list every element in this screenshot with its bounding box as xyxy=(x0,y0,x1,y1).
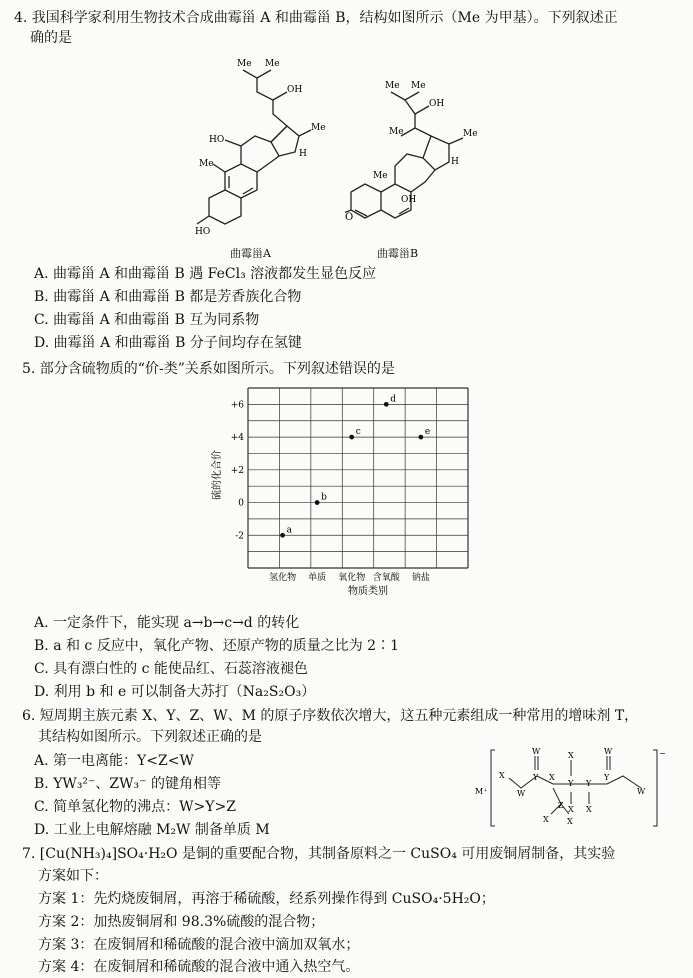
chart-point-label-a: a xyxy=(286,525,292,536)
chart-x-tick-label: 单质 xyxy=(308,573,327,583)
mol-a-me-top2: Me xyxy=(265,59,280,69)
struct-x4: X xyxy=(568,805,574,814)
mol-b-me-top: Me xyxy=(385,81,400,91)
q7-plan-2: 方案 2：加热废铜屑和 98.3%硫酸的混合物； xyxy=(38,914,325,930)
q6-stem-line1: 6. 短周期主族元素 X、Y、Z、W、M 的原子序数依次增大，这五种元素组成一种常用的增味剂 T， xyxy=(22,708,639,724)
chart-point-a xyxy=(280,533,285,538)
struct-charge: − xyxy=(659,749,666,758)
caption-molecule-b: 曲霉甾B xyxy=(377,247,419,260)
q6-option-b: B. YW₃²⁻、ZW₃⁻ 的键角相等 xyxy=(34,776,222,792)
chart-y-tick-label: +2 xyxy=(230,465,244,476)
q6-option-a: A. 第一电离能：Y<Z<W xyxy=(34,753,194,769)
q5-option-d: D. 利用 b 和 e 可以制备大苏打（Na₂S₂O₃） xyxy=(34,684,316,700)
q7-stem-line1: 7. [Cu(NH₃)₄]SO₄·H₂O 是铜的重要配合物，其制备原料之一 CuSO₄ 可用废铜屑制备，其实验 xyxy=(22,846,616,862)
chart-y-tick-label: -2 xyxy=(235,531,244,542)
chart-point-c xyxy=(349,435,354,440)
q7-stem-line2: 方案如下： xyxy=(38,868,108,884)
q5-option-c: C. 具有漂白性的 c 能使品红、石蕊溶液褪色 xyxy=(34,661,308,677)
mol-a-ho: HO xyxy=(209,135,225,145)
chart-point-label-d: d xyxy=(390,394,397,405)
chart-y-tick-label: 0 xyxy=(238,498,244,509)
mol-b-me-chain: Me xyxy=(389,127,404,137)
q4-option-c: C. 曲霉甾 A 和曲霉甾 B 互为同系物 xyxy=(34,312,260,328)
q7-plan-4: 方案 4：在废铜屑和稀硫酸的混合液中通入热空气。 xyxy=(38,959,360,975)
chart-point-d xyxy=(384,402,389,407)
molecule-b-structure xyxy=(345,74,495,239)
q4-stem-line2: 确的是 xyxy=(30,30,72,46)
mol-a-ho-bottom: HO xyxy=(195,227,211,237)
struct-y3: Y xyxy=(586,779,592,788)
chart-y-tick-label: +6 xyxy=(230,400,244,411)
q6-option-c: C. 简单氢化物的沸点：W>Y>Z xyxy=(34,799,236,815)
molecule-a-structure xyxy=(195,56,345,241)
valence-category-chart xyxy=(210,382,475,607)
struct-w4: W xyxy=(637,787,646,796)
mol-b-me-right: Me xyxy=(463,129,478,139)
struct-y1: Y xyxy=(533,773,539,782)
struct-x2: X xyxy=(549,773,555,782)
mol-b-oh: OH xyxy=(429,99,445,109)
chart-x-tick-label: 氧化物 xyxy=(338,573,366,583)
struct-m: M⁺ xyxy=(475,787,488,796)
chart-point-label-c: c xyxy=(355,427,361,438)
chart-point-e xyxy=(418,435,423,440)
struct-x1: X xyxy=(499,771,505,780)
mol-a-h: H xyxy=(299,149,307,159)
chart-x-tick-label: 氢化物 xyxy=(269,573,297,583)
chart-x-label: 物质类别 xyxy=(348,586,388,597)
chart-point-label-e: e xyxy=(424,427,431,438)
q4-option-d: D. 曲霉甾 A 和曲霉甾 B 分子间均存在氢键 xyxy=(34,335,302,351)
chart-point-label-b: b xyxy=(321,492,327,503)
compound-t-structure xyxy=(475,746,675,830)
q4-option-a: A. 曲霉甾 A 和曲霉甾 B 遇 FeCl₃ 溶液都发生显色反应 xyxy=(34,266,377,282)
q5-option-a: A. 一定条件下，能实现 a→b→c→d 的转化 xyxy=(34,615,300,631)
caption-molecule-a: 曲霉甾A xyxy=(230,247,271,260)
mol-a-oh: OH xyxy=(287,85,303,95)
q7-plan-3: 方案 3：在废铜屑和稀硫酸的混合液中滴加双氧水； xyxy=(38,937,360,953)
struct-x5: X xyxy=(586,805,592,814)
mol-b-me-left: Me xyxy=(373,171,388,181)
struct-x6: X xyxy=(543,815,549,824)
mol-b-h: H xyxy=(451,157,459,167)
mol-a-me-right: Me xyxy=(311,123,326,133)
chart-y-label: 硫的化合价 xyxy=(212,450,223,500)
mol-a-me-top: Me xyxy=(237,59,252,69)
struct-y4: Y xyxy=(604,773,610,782)
chart-y-tick-label: +4 xyxy=(230,433,244,444)
q5-option-b: B. a 和 c 反应中，氧化产物、还原产物的质量之比为 2∶1 xyxy=(34,638,399,654)
struct-w3: W xyxy=(604,747,613,756)
mol-b-oh-2: OH xyxy=(401,195,417,205)
q6-option-d: D. 工业上电解熔融 M₂W 制备单质 M xyxy=(34,822,270,838)
mol-a-me-left: Me xyxy=(199,159,214,169)
struct-w2: W xyxy=(532,747,541,756)
q7-plan-1: 方案 1：先灼烧废铜屑，再溶于稀硫酸，经系列操作得到 CuSO₄·5H₂O； xyxy=(38,891,495,907)
struct-z: Z xyxy=(558,801,564,810)
q4-stem-line1: 4. 我国科学家利用生物技术合成曲霉甾 A 和曲霉甾 B，结构如图所示（Me 为甲基）。下列叙述正 xyxy=(14,10,618,26)
chart-point-b xyxy=(315,500,320,505)
q4-option-b: B. 曲霉甾 A 和曲霉甾 B 都是芳香族化合物 xyxy=(34,289,302,305)
chart-x-tick-label: 钠盐 xyxy=(411,573,430,583)
struct-y2: Y xyxy=(568,779,574,788)
chart-x-tick-label: 含氧酸 xyxy=(372,573,400,583)
q5-stem: 5. 部分含硫物质的“价-类”关系如图所示。下列叙述错误的是 xyxy=(22,361,395,377)
struct-w1: W xyxy=(517,789,526,798)
struct-x7: X xyxy=(567,817,573,826)
q6-stem-line2: 其结构如图所示。下列叙述正确的是 xyxy=(38,729,262,745)
mol-b-me-top2: Me xyxy=(411,81,426,91)
mol-b-o: O xyxy=(345,212,354,223)
struct-x3: X xyxy=(568,751,574,760)
